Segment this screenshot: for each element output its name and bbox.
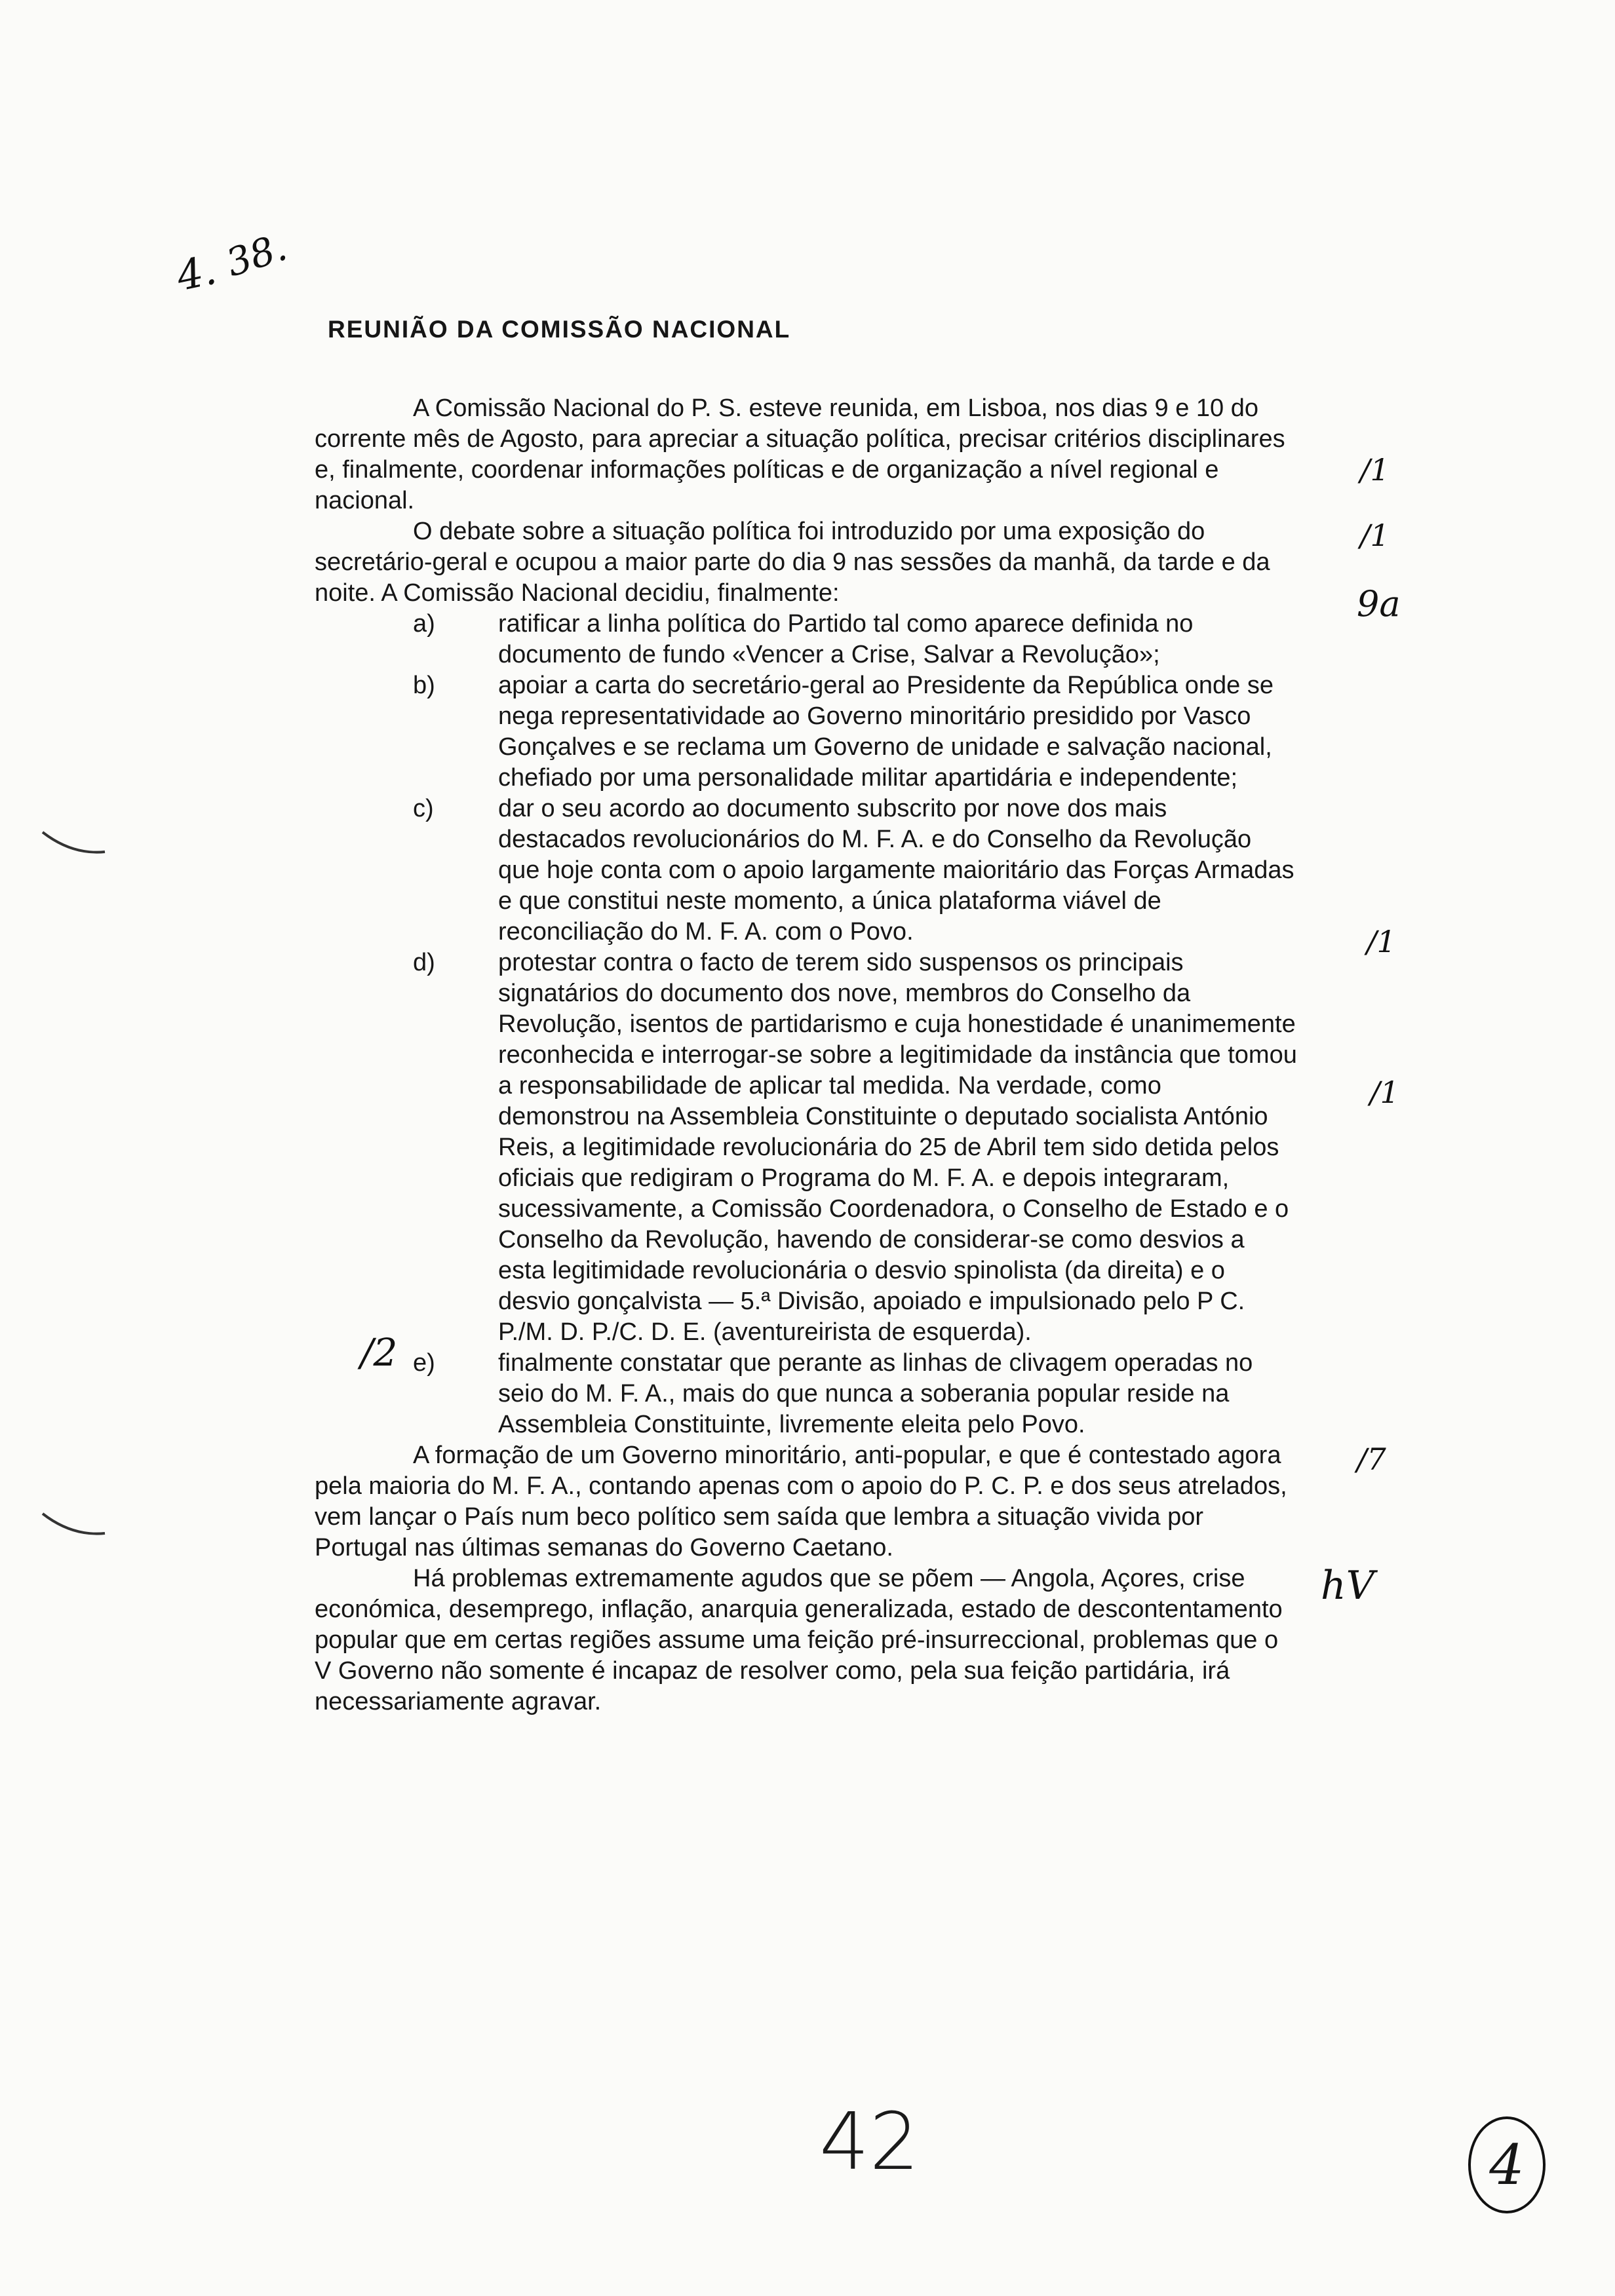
list-item: [315, 794, 1298, 947]
list-item-text: ratificar a linha política do Partido tal como aparece definida no documento de fundo «Vencer a Crise, Salvar a Revolução»;: [498, 610, 1194, 668]
margin-mark: /1: [1367, 924, 1396, 959]
list-item-label: e): [413, 1349, 435, 1377]
list-item-label: c): [413, 795, 434, 822]
list-item-label: d): [413, 949, 435, 976]
document-body: [315, 393, 1298, 1717]
paragraph-4: Há problemas extremamente agudos que se põem — Angola, Açores, crise económica, desemprego, inflação, anarquia generalizada, estado de descontentamento popular que em certas regiões assume uma feição pré-insurreccional, problemas que o V Governo não somente é incapaz de resolver como, pela sua feição partidária, irá necessariamente agravar.: [315, 1565, 1283, 1715]
margin-mark: /1: [1370, 1075, 1399, 1110]
handwritten-page-number: 42: [819, 2097, 920, 2188]
margin-mark: hV: [1321, 1563, 1374, 1609]
list-item-label: a): [413, 610, 435, 638]
document-title: REUNIÃO DA COMISSÃO NACIONAL: [328, 316, 791, 343]
margin-mark: /1: [1360, 518, 1390, 553]
margin-mark: /7: [1357, 1442, 1386, 1477]
paragraph-1: A Comissão Nacional do P. S. esteve reunida, em Lisboa, nos dias 9 e 10 do corrente mês de Agosto, para apreciar a situação política, precisar critérios disciplinares e, finalmente, coordenar informações políticas e de organização a nível regional e nacional.: [315, 394, 1285, 514]
margin-mark: 9a: [1357, 583, 1401, 624]
punch-hole-mark: [39, 1507, 111, 1546]
circled-page-number: 4: [1468, 2116, 1546, 2213]
paragraph-3: A formação de um Governo minoritário, anti-popular, e que é contestado agora pela maioria do M. F. A., contando apenas com o apoio do P. C. P. e dos seus atrelados, vem lançar o País num beco político sem saída que lembra a situação vivida por Portugal nas últimas semanas do Governo Caetano.: [315, 1442, 1287, 1561]
list-item-text: protestar contra o facto de terem sido suspensos os principais signatários do documento dos nove, membros do Conselho da Revolução, isentos de partidarismo e cuja honestidade é unanimemente reconhecida e interrogar-se sobre a legitimidade da instância que tomou a responsabilidade de aplicar tal medida. Na verdade, como demonstrou na Assembleia Constituinte o deputado socialista António Reis, a legitimidade revolucionária do 25 de Abril tem sido detida pelos oficiais que redigiram o Programa do M. F. A. e depois integraram, sucessivamente, a Comissão Coordenadora, o Conselho de Estado e o Conselho da Revolução, havendo de considerar-se como desvios a esta legitimidade revolucionária o desvio spinolista (da direita) e o desvio gonçalvista — 5.ª Divisão, apoiado e impulsionado pelo P C. P./M. D. P./C. D. E. (aventureirista de esquerda).: [498, 949, 1297, 1346]
list-item: [315, 609, 1298, 670]
paragraph-2: O debate sobre a situação política foi introduzido por uma exposição do secretário-geral e ocupou a maior parte do dia 9 nas sessões da manhã, da tarde e da noite. A Comissão Nacional decidiu, finalmente:: [315, 518, 1270, 607]
punch-hole-mark: [39, 826, 111, 865]
list-item-text: dar o seu acordo ao documento subscrito por nove dos mais destacados revolucionários do M. F. A. e do Conselho da Revolução que hoje conta com o apoio largamente maioritário das Forças Armadas e que constitui neste momento, a única plataforma viável de reconciliação do M. F. A. com o Povo.: [498, 795, 1294, 946]
handwritten-number: 38.: [220, 224, 292, 286]
list-item-label: b): [413, 672, 435, 699]
list-item: [315, 670, 1298, 794]
margin-mark: /2: [360, 1330, 398, 1375]
list-item-text: finalmente constatar que perante as linhas de clivagem operadas no seio do M. F. A., mais do que nunca a soberania popular reside na Assembleia Constituinte, livremente eleita pelo Povo.: [498, 1349, 1253, 1438]
list-item-text: apoiar a carta do secretário-geral ao Presidente da República onde se nega representatividade ao Governo minoritário presidido por Vasco Gonçalves e se reclama um Governo de unidade e salvação nacional, chefiado por uma personalidade militar apartidária e independente;: [498, 672, 1274, 792]
handwritten-reference: 4.: [172, 245, 221, 301]
list-item: [315, 947, 1298, 1348]
list-item: [315, 1348, 1298, 1440]
margin-mark: /1: [1360, 452, 1390, 488]
